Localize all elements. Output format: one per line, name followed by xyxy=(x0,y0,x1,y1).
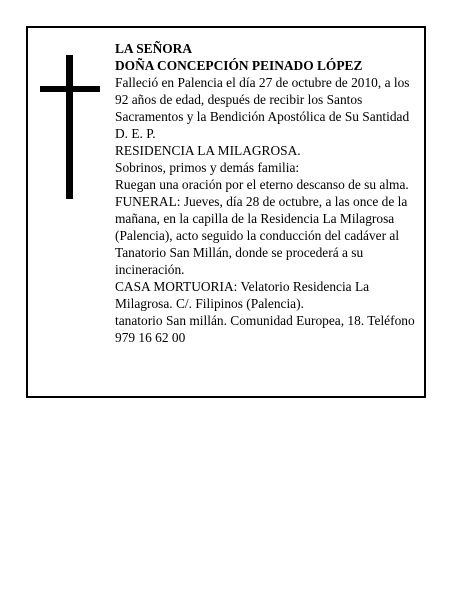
cross-vertical-bar xyxy=(66,55,73,199)
notice-paragraph-death: Falleció en Palencia el día 27 de octubre de 2010, a los 92 años de edad, después de recibir los Santos Sacramentos y la Bendición Apostólica de Su Santidad xyxy=(115,75,410,124)
notice-paragraph-funeral: FUNERAL: Jueves, día 28 de octubre, a las once de la mañana, en la capilla de la Residencia La Milagrosa (Palencia), acto seguido la conducción del cadáver al Tanatorio San Millán, donde se procederá a su incineración. xyxy=(115,194,408,277)
cross-horizontal-bar xyxy=(40,86,100,92)
notice-paragraph-residence: RESIDENCIA LA MILAGROSA. xyxy=(115,143,301,158)
cross-icon xyxy=(40,55,100,199)
notice-paragraph-prayer: Ruegan una oración por el eterno descanso de su alma. xyxy=(115,177,409,192)
notice-heading: LA SEÑORA xyxy=(115,41,193,56)
notice-paragraph-family: Sobrinos, primos y demás familia: xyxy=(115,160,300,175)
deceased-name: DOÑA CONCEPCIÓN PEINADO LÓPEZ xyxy=(115,58,363,73)
notice-paragraph-dep: D. E. P. xyxy=(115,126,156,141)
obituary-frame xyxy=(26,26,426,398)
notice-paragraph-tanatorio: tanatorio San millán. Comunidad Europea, 18. Teléfono 979 16 62 00 xyxy=(115,313,415,345)
obituary-text xyxy=(115,40,425,346)
notice-paragraph-mortuary: CASA MORTUORIA: Velatorio Residencia La Milagrosa. C/. Filipinos (Palencia). xyxy=(115,279,370,311)
